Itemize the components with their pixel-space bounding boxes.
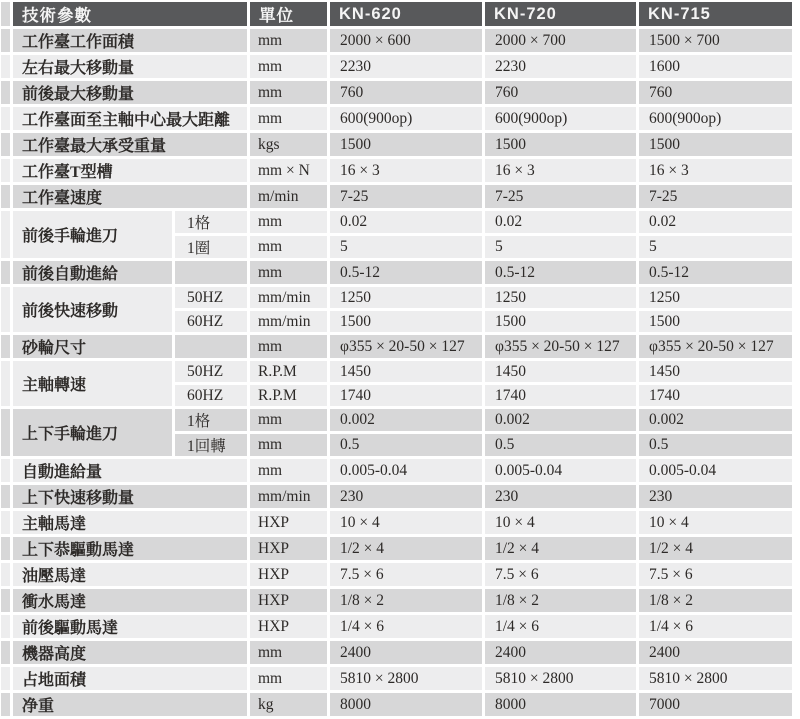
value-cell: 0.002: [330, 409, 482, 431]
table-row: [1, 693, 792, 716]
unit-cell: HXP: [250, 537, 327, 560]
value-cell: 0.5-12: [485, 261, 636, 284]
table-row: [1, 485, 792, 508]
row-strip: [1, 81, 10, 104]
value-cell: 1500: [639, 133, 792, 156]
unit-cell: mm: [250, 335, 327, 358]
value-cell: 0.002: [485, 409, 636, 431]
unit-cell: mm: [250, 667, 327, 690]
unit-cell: mm: [250, 434, 327, 456]
param-label: 左右最大移動量: [13, 55, 247, 78]
value-cell: 0.02: [330, 211, 482, 233]
value-cell: 1/4 × 6: [330, 615, 482, 638]
row-strip: [1, 159, 10, 182]
value-cell: 1500 × 700: [639, 29, 792, 52]
value-cell: 600(900op): [485, 107, 636, 130]
header-model-kn715: KN-715: [639, 2, 792, 26]
row-strip: [1, 693, 10, 716]
row-strip: [1, 261, 10, 284]
value-cell: 1/2 × 4: [330, 537, 482, 560]
value-cell: 5: [485, 236, 636, 258]
table-row: [1, 29, 792, 52]
value-cell: 1/8 × 2: [639, 589, 792, 612]
param-label: 前後驅動馬達: [13, 615, 247, 638]
value-cell: 2230: [330, 55, 482, 78]
row-strip: [1, 211, 10, 258]
value-cell: 1250: [485, 287, 636, 308]
value-cell: 1/8 × 2: [485, 589, 636, 612]
sub-label: 1圈: [175, 236, 247, 258]
param-label: 工作臺工作面積: [13, 29, 247, 52]
value-cell: 1600: [639, 55, 792, 78]
row-strip: [1, 485, 10, 508]
sub-label: 60HZ: [175, 311, 247, 332]
param-label: 油壓馬達: [13, 563, 247, 586]
value-cell: 1500: [485, 311, 636, 332]
value-cell: 10 × 4: [639, 511, 792, 534]
row-strip: [1, 537, 10, 560]
header-param-label: 技術參數: [13, 2, 247, 26]
row-strip: [1, 185, 10, 208]
unit-cell: HXP: [250, 511, 327, 534]
value-cell: 0.005-0.04: [485, 459, 636, 482]
row-strip: [1, 107, 10, 130]
table-row: [1, 55, 792, 78]
row-strip: [1, 55, 10, 78]
table-row: [1, 159, 792, 182]
value-cell: 0.5: [639, 434, 792, 456]
value-cell: 5810 × 2800: [639, 667, 792, 690]
unit-cell: mm × N: [250, 159, 327, 182]
value-cell: 5810 × 2800: [330, 667, 482, 690]
value-cell: 2400: [330, 641, 482, 664]
value-cell: 10 × 4: [330, 511, 482, 534]
unit-cell: mm/min: [250, 485, 327, 508]
row-strip: [1, 641, 10, 664]
value-cell: 600(900op): [330, 107, 482, 130]
table-row: [1, 81, 792, 104]
param-label: 上下手輪進刀: [13, 409, 172, 456]
unit-cell: mm: [250, 211, 327, 233]
value-cell: 2400: [485, 641, 636, 664]
value-cell: 0.5-12: [330, 261, 482, 284]
unit-cell: mm: [250, 236, 327, 258]
param-label: 前後自動進給: [13, 261, 172, 284]
row-strip: [1, 667, 10, 690]
value-cell: 7-25: [330, 185, 482, 208]
unit-cell: mm: [250, 641, 327, 664]
value-cell: 5: [639, 236, 792, 258]
unit-cell: mm: [250, 29, 327, 52]
row-strip: [1, 361, 10, 406]
value-cell: 230: [485, 485, 636, 508]
param-label: 工作臺速度: [13, 185, 247, 208]
value-cell: 0.02: [485, 211, 636, 233]
table-row: [1, 667, 792, 690]
header-model-kn720: KN-720: [485, 2, 636, 26]
param-label: 主軸轉速: [13, 361, 172, 406]
value-cell: 230: [639, 485, 792, 508]
table-row: [1, 537, 792, 560]
param-label: 主軸馬達: [13, 511, 247, 534]
value-cell: 1740: [330, 385, 482, 406]
unit-cell: mm/min: [250, 311, 327, 332]
row-strip: [1, 287, 10, 332]
row-strip: [1, 563, 10, 586]
table-row: [1, 361, 792, 382]
value-cell: 7000: [639, 693, 792, 716]
unit-cell: mm: [250, 55, 327, 78]
unit-cell: mm: [250, 81, 327, 104]
param-label: 前後最大移動量: [13, 81, 247, 104]
param-label: 前後手輪進刀: [13, 211, 172, 258]
table-row: [1, 335, 792, 358]
table-row: [1, 459, 792, 482]
value-cell: 10 × 4: [485, 511, 636, 534]
unit-cell: m/min: [250, 185, 327, 208]
sub-label: [175, 335, 247, 358]
value-cell: 1500: [330, 311, 482, 332]
value-cell: 1500: [485, 133, 636, 156]
value-cell: 7-25: [639, 185, 792, 208]
sub-label: [175, 261, 247, 284]
value-cell: 2230: [485, 55, 636, 78]
table-row: [1, 107, 792, 130]
unit-cell: mm: [250, 459, 327, 482]
table-row: [1, 133, 792, 156]
value-cell: φ355 × 20-50 × 127: [485, 335, 636, 358]
value-cell: 1450: [485, 361, 636, 382]
param-label: 前後快速移動: [13, 287, 172, 332]
table-row: [1, 261, 792, 284]
sub-label: 60HZ: [175, 385, 247, 406]
sub-label: 1回轉: [175, 434, 247, 456]
value-cell: 16 × 3: [485, 159, 636, 182]
unit-cell: kg: [250, 693, 327, 716]
row-strip: [1, 133, 10, 156]
unit-cell: mm: [250, 261, 327, 284]
value-cell: 16 × 3: [639, 159, 792, 182]
value-cell: 1450: [639, 361, 792, 382]
param-label: 機器高度: [13, 641, 247, 664]
unit-cell: R.P.M: [250, 361, 327, 382]
row-strip: [1, 511, 10, 534]
sub-label: 50HZ: [175, 287, 247, 308]
param-label: 工作臺面至主軸中心最大距離: [13, 107, 247, 130]
value-cell: 1500: [330, 133, 482, 156]
header-model-kn620: KN-620: [330, 2, 482, 26]
value-cell: 1/2 × 4: [485, 537, 636, 560]
value-cell: 5: [330, 236, 482, 258]
value-cell: 760: [330, 81, 482, 104]
value-cell: 0.5: [330, 434, 482, 456]
value-cell: 0.002: [639, 409, 792, 431]
value-cell: 2000 × 700: [485, 29, 636, 52]
value-cell: φ355 × 20-50 × 127: [330, 335, 482, 358]
param-label: 上下恭驅動馬達: [13, 537, 247, 560]
row-strip: [1, 29, 10, 52]
param-label: 上下快速移動量: [13, 485, 247, 508]
value-cell: 1/8 × 2: [330, 589, 482, 612]
header-row: [1, 2, 792, 26]
table-row: [1, 409, 792, 431]
value-cell: 0.005-0.04: [330, 459, 482, 482]
header-strip: [1, 2, 10, 26]
value-cell: 1/4 × 6: [639, 615, 792, 638]
value-cell: 8000: [330, 693, 482, 716]
unit-cell: HXP: [250, 563, 327, 586]
row-strip: [1, 589, 10, 612]
value-cell: 1/4 × 6: [485, 615, 636, 638]
value-cell: 1740: [639, 385, 792, 406]
table-row: [1, 511, 792, 534]
header-unit-label: 單位: [250, 2, 327, 26]
value-cell: 2000 × 600: [330, 29, 482, 52]
param-label: 净重: [13, 693, 247, 716]
row-strip: [1, 459, 10, 482]
value-cell: 760: [639, 81, 792, 104]
value-cell: 2400: [639, 641, 792, 664]
param-label: 自動進給量: [13, 459, 247, 482]
unit-cell: HXP: [250, 615, 327, 638]
value-cell: 7-25: [485, 185, 636, 208]
value-cell: 8000: [485, 693, 636, 716]
value-cell: 760: [485, 81, 636, 104]
unit-cell: mm: [250, 107, 327, 130]
value-cell: φ355 × 20-50 × 127: [639, 335, 792, 358]
table-row: [1, 641, 792, 664]
value-cell: 1740: [485, 385, 636, 406]
param-label: 衝水馬達: [13, 589, 247, 612]
sub-label: 1格: [175, 211, 247, 233]
row-strip: [1, 615, 10, 638]
sub-label: 1格: [175, 409, 247, 431]
value-cell: 1500: [639, 311, 792, 332]
value-cell: 5810 × 2800: [485, 667, 636, 690]
table-row: [1, 615, 792, 638]
value-cell: 0.005-0.04: [639, 459, 792, 482]
sub-label: 50HZ: [175, 361, 247, 382]
unit-cell: R.P.M: [250, 385, 327, 406]
table-row: [1, 287, 792, 308]
table-row: [1, 589, 792, 612]
param-label: 工作臺T型槽: [13, 159, 247, 182]
value-cell: 0.5-12: [639, 261, 792, 284]
row-strip: [1, 409, 10, 456]
value-cell: 230: [330, 485, 482, 508]
table-row: [1, 563, 792, 586]
unit-cell: mm/min: [250, 287, 327, 308]
value-cell: 1250: [639, 287, 792, 308]
value-cell: 7.5 × 6: [330, 563, 482, 586]
table-row: [1, 185, 792, 208]
unit-cell: mm: [250, 409, 327, 431]
value-cell: 600(900op): [639, 107, 792, 130]
value-cell: 1/2 × 4: [639, 537, 792, 560]
param-label: 工作臺最大承受重量: [13, 133, 247, 156]
row-strip: [1, 335, 10, 358]
value-cell: 1250: [330, 287, 482, 308]
unit-cell: kgs: [250, 133, 327, 156]
value-cell: 16 × 3: [330, 159, 482, 182]
param-label: 占地面積: [13, 667, 247, 690]
value-cell: 0.02: [639, 211, 792, 233]
value-cell: 1450: [330, 361, 482, 382]
value-cell: 7.5 × 6: [639, 563, 792, 586]
value-cell: 0.5: [485, 434, 636, 456]
table-row: [1, 211, 792, 233]
unit-cell: HXP: [250, 589, 327, 612]
value-cell: 7.5 × 6: [485, 563, 636, 586]
param-label: 砂輪尺寸: [13, 335, 172, 358]
